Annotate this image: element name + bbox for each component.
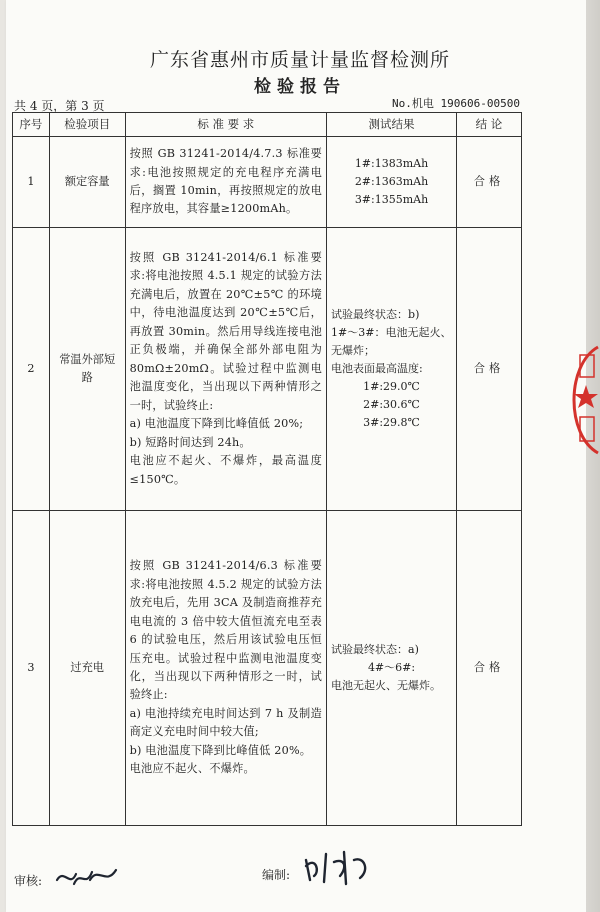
- reviewer-label: 审核:: [14, 874, 43, 888]
- result-state-label: 试验最终状态：a): [331, 642, 419, 656]
- result-state: 1#～3#：电池无起火、无爆炸；: [331, 325, 452, 357]
- result-description: 电池无起火、无爆炸。: [331, 679, 442, 693]
- requirement-text: 电池应不起火、不爆炸，最高温度≤150℃。: [129, 454, 323, 486]
- requirement-text: 电池应不起火、不爆炸。: [129, 762, 255, 776]
- condition-a: a) 电池持续充电时间达到 7 h 及制造商定义充电时间中较大值;: [129, 706, 323, 739]
- official-stamp-fragment: [560, 345, 600, 455]
- table-header-row: [13, 113, 522, 137]
- result-line: 2#:30.6℃: [363, 398, 420, 412]
- test-result: [327, 137, 457, 228]
- conclusion: 合格: [456, 511, 521, 826]
- column-header-standard: 标 准 要 求: [125, 113, 326, 137]
- standard-requirement: [125, 511, 326, 826]
- standard-requirement: [125, 228, 326, 511]
- test-result: [327, 228, 457, 511]
- page-edge: [586, 0, 600, 912]
- result-temp-label: 电池表面最高温度:: [331, 361, 423, 375]
- conclusion: 合格: [456, 228, 521, 511]
- condition-b: b) 电池温度下降到比峰值低 20%。: [129, 743, 312, 757]
- institute-title: 广东省惠州市质量计量监督检测所: [149, 49, 450, 71]
- standard-requirement: 按照 GB 31241-2014/4.7.3 标准要求:电池按照规定的充电程序充满电后，搁置 10min，再按照规定的放电程序放电，其容量≥1200mAh。: [125, 137, 326, 228]
- condition-a: a) 电池温度下降到比峰值低 20%;: [129, 417, 304, 431]
- test-item: 过充电: [49, 511, 125, 826]
- test-item: 额定容量: [49, 137, 125, 228]
- table-row: [13, 511, 522, 826]
- condition-b: b) 短路时间达到 24h。: [129, 435, 251, 449]
- table-row: [13, 137, 522, 228]
- row-number: 1: [13, 137, 50, 228]
- standard-text: 按照 GB 31241-2014/6.3 标准要求:将电池按照 4.5.2 规定的试验方法放充电后，先用 3CA 及制造商推荐充电电流的 3 倍中较大值恒流充电至表 6 的试验电压，然后用该试验电压恒压充电。试验过程中监测电池温度变化，当出现以下两种情形之一时，试验终止:: [129, 559, 323, 702]
- result-state: 4#～6#:: [367, 660, 416, 674]
- standard-text: 按照 GB 31241-2014/6.1 标准要求:将电池按照 4.5.1 规定的试验方法充满电后，放置在 20℃±5℃ 的环境中，待电池温度达到 20℃±5℃后，再放置 30min。然后用导线连接电池正负极端，并确保全部外部电阻为 80mΩ±20mΩ。试验过程中监测电池温度变化，当出现以下两种情形之一时，试验终止:: [129, 250, 323, 412]
- table-row: [13, 228, 522, 511]
- result-line: 1#:1383mAh: [354, 156, 429, 170]
- editor-signature: [300, 846, 380, 886]
- row-number: 3: [13, 511, 50, 826]
- result-line: 1#:29.0℃: [363, 380, 420, 394]
- test-result: [327, 511, 457, 826]
- column-header-no: 序号: [13, 113, 50, 137]
- result-line: 3#:29.8℃: [363, 416, 420, 430]
- column-header-item: 检验项目: [49, 113, 125, 137]
- column-header-result: 测试结果: [327, 113, 457, 137]
- page-info: 共 4 页，第 3 页: [14, 99, 105, 113]
- row-number: 2: [13, 228, 50, 511]
- conclusion: 合格: [456, 137, 521, 228]
- reviewer-signature: [52, 858, 122, 892]
- result-line: 3#:1355mAh: [354, 193, 429, 207]
- report-number: No.机电 190606-00500: [392, 97, 520, 110]
- column-header-conclusion: 结 论: [456, 113, 521, 137]
- result-line: 2#:1363mAh: [354, 174, 429, 188]
- test-item: 常温外部短路: [49, 228, 125, 511]
- editor-label: 编制:: [262, 868, 291, 882]
- inspection-table: [12, 112, 522, 826]
- result-state-label: 试验最终状态：b): [331, 307, 420, 321]
- report-subtitle: 检验报告: [254, 77, 346, 97]
